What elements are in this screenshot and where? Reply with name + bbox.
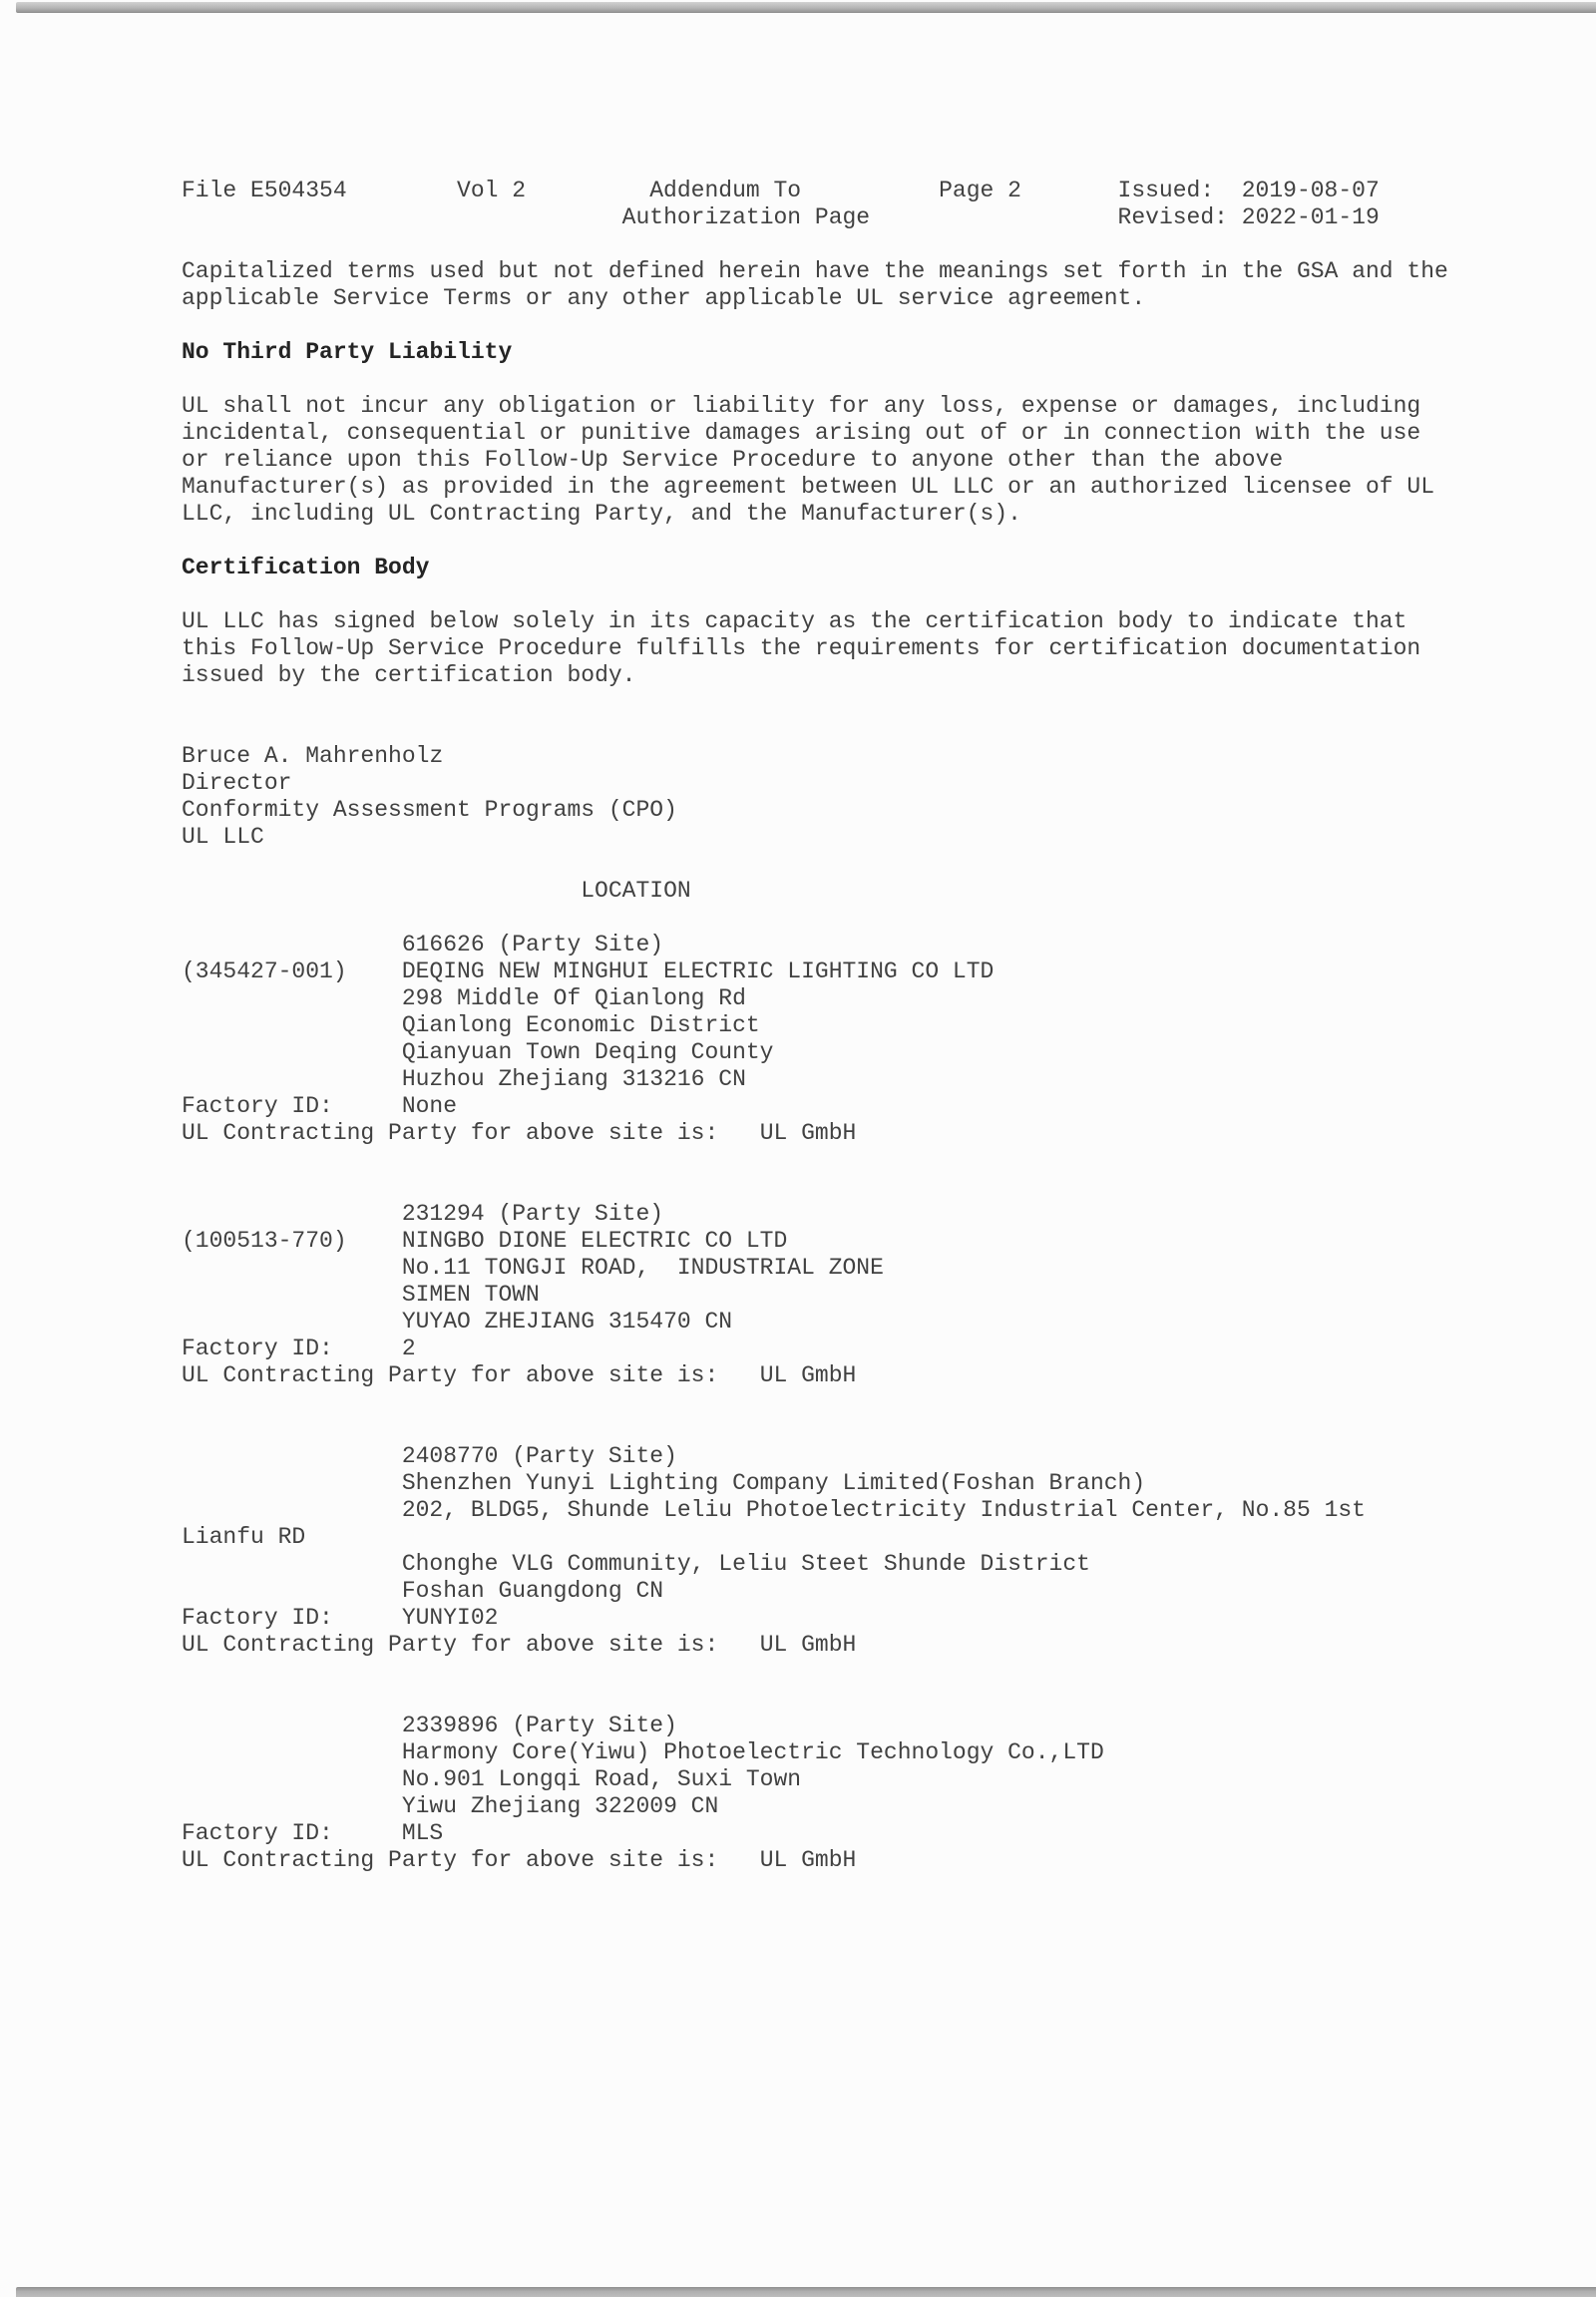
address-line <box>182 1039 1558 1066</box>
volume: Vol 2 <box>457 178 527 203</box>
revised-date: 2022-01-19 <box>1241 204 1380 230</box>
paragraph-line <box>182 420 1558 447</box>
address-line <box>182 1066 1558 1093</box>
contracting-party-value: UL GmbH <box>759 1847 857 1873</box>
factory-id-line <box>182 1336 1558 1362</box>
contracting-party-label: UL Contracting Party for above site is: <box>182 1632 719 1658</box>
text-segment: Qianlong Economic District <box>401 1012 760 1038</box>
contracting-party-label: UL Contracting Party for above site is: <box>182 1847 719 1873</box>
text-segment: Yiwu Zhejiang 322009 CN <box>401 1793 719 1819</box>
address-line <box>182 1497 1558 1524</box>
text-segment: Bruce A. Mahrenholz <box>182 743 444 769</box>
company-line <box>182 1739 1558 1766</box>
page-number: Page 2 <box>939 178 1021 203</box>
paragraph-line <box>182 608 1558 635</box>
paragraph-line <box>182 662 1558 689</box>
party-site-number: 616626 (Party Site) <box>401 932 664 957</box>
section-location-heading <box>182 878 1558 905</box>
authorization-page-title: Authorization Page <box>621 204 871 230</box>
text-segment: Chonghe VLG Community, Leliu Steet Shunde District <box>401 1551 1090 1577</box>
location-heading-line <box>182 878 1558 905</box>
company-line <box>182 1470 1558 1497</box>
contracting-party-line <box>182 1632 1558 1659</box>
address-line <box>182 985 1558 1012</box>
text-segment: Capitalized terms used but not defined herein have the meanings set forth in the GSA and the <box>182 258 1448 284</box>
company-name: Shenzhen Yunyi Lighting Company Limited(Foshan Branch) <box>401 1470 1146 1496</box>
addendum-title: Addendum To <box>649 178 802 203</box>
text-segment: UL LLC <box>182 824 264 850</box>
text-segment: this Follow-Up Service Procedure fulfills the requirements for certification documentation <box>182 635 1421 661</box>
factory-id-line <box>182 1093 1558 1120</box>
address-line <box>182 1012 1558 1039</box>
text-segment: LLC, including UL Contracting Party, and the Manufacturer(s). <box>182 501 1021 527</box>
text-segment: No.11 TONGJI ROAD, INDUSTRIAL ZONE <box>401 1255 884 1281</box>
page-top-edge-bar <box>16 2 1596 13</box>
text-segment: Foshan Guangdong CN <box>401 1578 664 1604</box>
signatory-title <box>182 770 1558 797</box>
party-site-line <box>182 1201 1558 1228</box>
address-line <box>182 1766 1558 1793</box>
address-line <box>182 1551 1558 1578</box>
contracting-party-line <box>182 1362 1558 1389</box>
paragraph-line <box>182 285 1558 312</box>
address-line <box>182 1578 1558 1605</box>
address-line <box>182 1793 1558 1820</box>
address-line <box>182 1282 1558 1309</box>
signatory-program <box>182 797 1558 824</box>
location-heading: LOCATION <box>581 878 691 904</box>
revised-label: Revised: <box>1117 204 1228 230</box>
paragraph-line <box>182 393 1558 420</box>
paragraph-line <box>182 258 1558 285</box>
section-location-entry-3 <box>182 1443 1558 1659</box>
site-ref: (100513-770) <box>182 1228 347 1254</box>
contracting-party-line <box>182 1847 1558 1874</box>
factory-id-value: None <box>401 1093 458 1119</box>
section-header <box>182 178 1558 231</box>
contracting-party-value: UL GmbH <box>759 1120 857 1146</box>
text-segment: Manufacturer(s) as provided in the agreement between UL LLC or an authorized licensee of UL <box>182 474 1435 500</box>
party-site-line <box>182 1713 1558 1739</box>
section-no-third-party-heading <box>182 339 1558 366</box>
factory-id-line <box>182 1605 1558 1632</box>
section-intro-paragraph <box>182 258 1558 312</box>
text-segment: issued by the certification body. <box>182 662 636 688</box>
factory-id-value: YUNYI02 <box>401 1605 499 1631</box>
file-number: File E504354 <box>182 178 347 203</box>
paragraph-line <box>182 501 1558 528</box>
contracting-party-label: UL Contracting Party for above site is: <box>182 1362 719 1388</box>
party-site-number: 2408770 (Party Site) <box>401 1443 677 1469</box>
section-certification-body-heading <box>182 555 1558 581</box>
address-line <box>182 1255 1558 1282</box>
company-name: DEQING NEW MINGHUI ELECTRIC LIGHTING CO LTD <box>401 958 995 984</box>
issued-date: 2019-08-07 <box>1241 178 1380 203</box>
factory-id-line <box>182 1820 1558 1847</box>
issued-label: Issued: <box>1117 178 1215 203</box>
text-segment: Lianfu RD <box>182 1524 306 1550</box>
text-segment: Qianyuan Town Deqing County <box>401 1039 774 1065</box>
party-site-line <box>182 932 1558 958</box>
text-segment: 298 Middle Of Qianlong Rd <box>401 985 746 1011</box>
text-segment: No.901 Longqi Road, Suxi Town <box>401 1766 802 1792</box>
paragraph-line <box>182 474 1558 501</box>
section-heading <box>182 339 1558 366</box>
party-site-line <box>182 1443 1558 1470</box>
factory-id-label: Factory ID: <box>182 1605 333 1631</box>
text-segment: UL LLC has signed below solely in its capacity as the certification body to indicate that <box>182 608 1407 634</box>
text-segment: 202, BLDG5, Shunde Leliu Photoelectricity Industrial Center, No.85 1st <box>401 1497 1366 1523</box>
section-location-entry-1 <box>182 932 1558 1147</box>
party-site-number: 231294 (Party Site) <box>401 1201 664 1227</box>
section-heading <box>182 555 1558 581</box>
text-segment: Director <box>182 770 292 796</box>
document-body <box>182 178 1558 1874</box>
factory-id-label: Factory ID: <box>182 1093 333 1119</box>
factory-id-value: MLS <box>401 1820 444 1846</box>
text-segment: YUYAO ZHEJIANG 315470 CN <box>401 1309 733 1335</box>
party-site-number: 2339896 (Party Site) <box>401 1713 677 1738</box>
text-segment: incidental, consequential or punitive damages arising out of or in connection with the use <box>182 420 1421 446</box>
section-signature-block <box>182 743 1558 851</box>
contracting-party-value: UL GmbH <box>759 1362 857 1388</box>
paragraph-line <box>182 635 1558 662</box>
section-location-entry-4 <box>182 1713 1558 1874</box>
factory-id-label: Factory ID: <box>182 1336 333 1361</box>
text-segment: No Third Party Liability <box>182 339 513 365</box>
text-segment: or reliance upon this Follow-Up Service Procedure to anyone other than the above <box>182 447 1284 473</box>
page-bottom-edge-bar <box>16 2287 1596 2297</box>
site-ref: (345427-001) <box>182 958 347 984</box>
factory-id-value: 2 <box>401 1336 416 1361</box>
text-segment: Conformity Assessment Programs (CPO) <box>182 797 677 823</box>
text-segment: SIMEN TOWN <box>401 1282 540 1308</box>
header-line-1 <box>182 178 1558 204</box>
contracting-party-value: UL GmbH <box>759 1632 857 1658</box>
address-overflow-line <box>182 1524 1558 1551</box>
text-segment: Huzhou Zhejiang 313216 CN <box>401 1066 746 1092</box>
company-line <box>182 958 1558 985</box>
signatory-name <box>182 743 1558 770</box>
address-line <box>182 1309 1558 1336</box>
signatory-company <box>182 824 1558 851</box>
text-segment: Certification Body <box>182 555 430 580</box>
contracting-party-line <box>182 1120 1558 1147</box>
contracting-party-label: UL Contracting Party for above site is: <box>182 1120 719 1146</box>
text-segment: applicable Service Terms or any other applicable UL service agreement. <box>182 285 1146 311</box>
header-line-2 <box>182 204 1558 231</box>
factory-id-label: Factory ID: <box>182 1820 333 1846</box>
text-segment: UL shall not incur any obligation or liability for any loss, expense or damages, including <box>182 393 1421 419</box>
paragraph-line <box>182 447 1558 474</box>
company-name: NINGBO DIONE ELECTRIC CO LTD <box>401 1228 788 1254</box>
section-certification-body-paragraph <box>182 608 1558 689</box>
section-location-entry-2 <box>182 1201 1558 1389</box>
section-no-third-party-paragraph <box>182 393 1558 528</box>
company-line <box>182 1228 1558 1255</box>
company-name: Harmony Core(Yiwu) Photoelectric Technology Co.,LTD <box>401 1739 1104 1765</box>
